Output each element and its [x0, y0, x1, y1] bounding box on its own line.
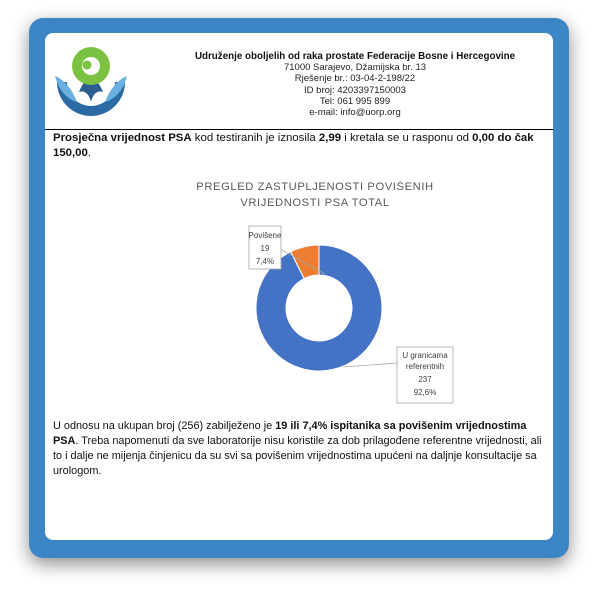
summary-highlight: 19 ili 7,4% ispitanika sa povišenim vrijednostima PSA — [53, 420, 527, 447]
organization-logo-icon — [51, 42, 131, 122]
elevated-label-value: 19 — [260, 244, 270, 253]
intro-text: kod testiranih je iznosila — [191, 132, 319, 144]
intro-period: . — [87, 147, 92, 159]
intro-range-value: 0,00 do čak 150,00 — [53, 132, 534, 159]
org-address: 71000 Sarajevo, Džamijska br. 13 — [283, 62, 427, 74]
chart-title-line2: VRIJEDNOSTI PSA TOTAL — [240, 197, 390, 209]
normal-label-value: 237 — [418, 375, 432, 384]
normal-label-name-line2: referentnih — [405, 362, 445, 371]
header-divider — [45, 129, 553, 130]
organization-header — [165, 51, 545, 118]
org-registration: Rješenje br.: 03-04-2-198/22 — [294, 73, 416, 85]
intro-text-range: i kretala se u rasponu od — [341, 132, 473, 144]
summary-paragraph — [53, 419, 547, 479]
elevated-label-name: Povišene — [248, 231, 282, 240]
blue-frame — [29, 18, 569, 558]
document-card — [45, 33, 553, 540]
intro-paragraph — [53, 131, 547, 161]
elevated-label-percent: 7,4% — [255, 257, 275, 266]
normal-label-percent: 92,6% — [413, 388, 437, 397]
intro-term: Prosječna vrijednost PSA — [53, 132, 192, 144]
org-phone: Tel: 061 995 899 — [319, 95, 391, 107]
psa-donut-chart — [165, 181, 465, 419]
summary-text-2: . Treba napomenuti da sve laboratorije nisu koristile za dob prilagođene referentne vrijednosti, ali to i dalje ne mijenja činjenicu da su svi sa povišenim vrijednostima upućeni na daljnje konsultacije sa urologom. — [53, 435, 542, 477]
org-id-number: ID broj: 4203397150003 — [304, 84, 406, 96]
summary-text-1: U odnosu na ukupan broj (256) zabilježeno je — [53, 420, 276, 432]
org-name: Udruženje oboljelih od raka prostate Federacije Bosne i Hercegovine — [194, 51, 516, 62]
chart-title-line1: PREGLED ZASTUPLJENOSTI POVIŠENIH — [196, 181, 434, 193]
normal-label-name-line1: U granicama — [402, 351, 448, 360]
intro-mean-value: 2,99 — [318, 132, 342, 144]
org-email: e-mail: info@uorp.org — [309, 107, 401, 119]
normal-leader-line — [343, 363, 397, 367]
